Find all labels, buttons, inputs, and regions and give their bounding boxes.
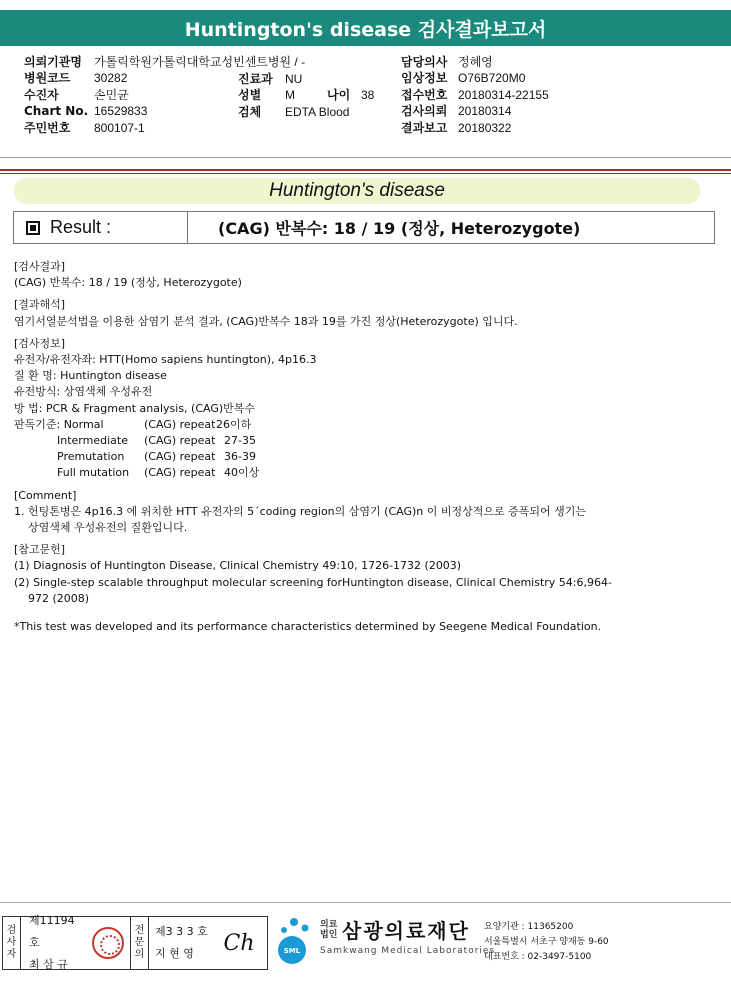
info-row <box>401 70 549 86</box>
section-line: (CAG) 반복수: 18 / 19 (정상, Heterozygote) <box>14 276 242 290</box>
info-value: 정혜영 <box>458 55 493 69</box>
footnote: *This test was developed and its performance characteristics determined by Seegene Medical Foundation. <box>14 620 602 633</box>
info-label: 담당의사 <box>401 55 448 69</box>
section-header: [검사정보] <box>14 336 66 350</box>
sml-logo-icon <box>272 916 317 966</box>
info-value: 800107-1 <box>94 120 145 135</box>
age-label: 나이 <box>327 88 351 103</box>
disease-banner: Huntington's disease <box>14 178 700 204</box>
info-label: 수진자 <box>24 87 59 102</box>
criteria-name: Intermediate <box>57 434 128 448</box>
org-address-line: 요양기관 : 11365200 <box>484 922 574 932</box>
specialist-name: 지 현 영 <box>155 947 194 960</box>
info-value: 30282 <box>94 71 128 86</box>
info-row <box>238 87 374 103</box>
info-label: 진료과 <box>238 71 273 86</box>
section-header: [참고문헌] <box>14 543 66 557</box>
vertical-char: 문 <box>134 937 145 948</box>
info-row <box>401 87 549 103</box>
section-line: 972 (2008) <box>28 591 90 605</box>
section-line: 유전자/유전자좌: HTT(Homo sapiens huntington), 4p16.3 <box>14 353 317 367</box>
criteria-range: 26이하 <box>216 417 252 431</box>
result-value: (CAG) 반복수: 18 / 19 (정상, Heterozygote) <box>218 219 581 238</box>
info-row <box>401 103 549 119</box>
vertical-char: 의 <box>134 949 145 960</box>
section-line: 상염색체 우성유전의 질환입니다. <box>28 521 188 535</box>
section-header: [검사결과] <box>14 260 66 273</box>
vertical-char: 전 <box>134 925 145 936</box>
org-type-line: 의료 <box>320 920 338 930</box>
signature-box <box>2 916 268 970</box>
divider <box>0 157 731 158</box>
handwritten-signature: Ch <box>223 930 255 956</box>
vertical-char: 검 <box>6 925 17 936</box>
criteria-row <box>14 417 714 433</box>
info-label: 주민번호 <box>24 120 71 135</box>
criteria-repeat: (CAG) repeat <box>144 434 216 448</box>
section-line: 질 환 명: Huntington disease <box>14 369 167 383</box>
criteria-row <box>14 433 714 449</box>
info-label: Chart No. <box>24 104 89 119</box>
seal-stamp-icon <box>85 917 131 969</box>
info-value: M <box>285 88 295 103</box>
criteria-range: 36-39 <box>224 450 256 464</box>
org-name: 삼광의료재단 <box>342 919 470 943</box>
logo-text: SML <box>283 947 301 955</box>
info-value: 20180314-22155 <box>458 87 549 102</box>
result-label: Result : <box>50 217 112 237</box>
criteria-repeat: (CAG) repeat <box>144 450 216 464</box>
info-label: 결과보고 <box>401 120 448 135</box>
info-value: O76B720M0 <box>458 71 526 86</box>
inspector-name: 최 삼 규 <box>29 958 68 971</box>
info-row <box>24 120 294 136</box>
org-address <box>484 920 609 965</box>
inspector-vertical-label <box>3 917 21 969</box>
info-value: 20180314 <box>458 104 512 119</box>
criteria-name: 판독기준: Normal <box>14 417 104 431</box>
info-row <box>238 54 374 70</box>
info-value: 16529833 <box>94 104 148 119</box>
section-line: 방 법: PCR & Fragment analysis, (CAG)반복수 <box>14 401 256 415</box>
info-label: 병원코드 <box>24 71 71 86</box>
specialist-vertical-label <box>131 917 149 969</box>
info-label: 성별 <box>238 88 262 103</box>
specialist-number: 제3 3 3 호 <box>155 925 208 938</box>
section-line: (2) Single-step scalable throughput molecular screening forHuntington disease, Clinical Chemistry 54:6,964- <box>14 575 612 589</box>
criteria-name: Full mutation <box>57 466 130 480</box>
info-value: NU <box>285 71 303 86</box>
info-value: 손민균 <box>94 87 129 102</box>
info-row <box>238 104 374 120</box>
info-value: EDTA Blood <box>285 104 350 119</box>
age-value: 38 <box>361 88 375 103</box>
divider <box>0 169 731 171</box>
report-body <box>14 259 714 607</box>
criteria-row <box>14 465 714 481</box>
org-type-line: 법인 <box>320 930 338 940</box>
section-line: 유전방식: 상염색체 우성유전 <box>14 385 153 399</box>
criteria-repeat: (CAG) repeat <box>144 466 216 480</box>
section-interpretation <box>14 297 714 329</box>
section-references <box>14 542 714 607</box>
section-header: [Comment] <box>14 488 77 502</box>
vertical-char: 사 <box>6 937 17 948</box>
info-label: 의뢰기관명 <box>24 55 82 69</box>
info-row <box>401 54 549 70</box>
specialist-cell <box>149 917 211 969</box>
info-row <box>238 71 374 87</box>
section-header: [결과해석] <box>14 298 66 312</box>
info-label: 검체 <box>238 104 262 119</box>
org-type-label <box>320 920 337 940</box>
divider <box>0 902 731 903</box>
inspector-number: 제11194호 <box>29 914 75 949</box>
info-value: 20180322 <box>458 120 512 135</box>
info-label: 임상정보 <box>401 71 448 86</box>
info-row <box>401 120 549 136</box>
result-label-cell <box>14 212 188 243</box>
criteria-range: 40이상 <box>224 466 260 480</box>
org-english-name: Samkwang Medical Laboratories <box>320 946 496 956</box>
criteria-repeat: (CAG) repeat <box>144 417 216 431</box>
section-result <box>14 259 714 291</box>
vertical-char: 자 <box>6 949 17 960</box>
info-label: 검사의뢰 <box>401 104 448 119</box>
result-box <box>13 211 715 244</box>
section-line: 1. 헌팅톤병은 4p16.3 에 위치한 HTT 유전자의 5´coding region의 삼염기 (CAG)n 이 비정상적으로 증폭되어 생기는 <box>14 504 586 518</box>
seal-inner <box>92 927 124 959</box>
divider <box>0 173 731 174</box>
section-comment <box>14 488 714 537</box>
org-address-line: 대표번호 : 02-3497-5100 <box>484 952 592 962</box>
criteria-row <box>14 449 714 465</box>
criteria-name: Premutation <box>57 450 125 464</box>
section-test-info <box>14 336 714 482</box>
report-title: Huntington's disease 검사결과보고서 <box>0 10 731 46</box>
info-value: 가톨릭학원가톨릭대학교성빈센트병원 / - <box>94 55 306 69</box>
patient-info-col2 <box>238 54 374 120</box>
info-label: 접수번호 <box>401 87 448 102</box>
section-line: 염기서열분석법을 이용한 삼염기 분석 결과, (CAG)반복수 18과 19를 가진 정상(Heterozygote) 입니다. <box>14 314 518 328</box>
section-line: (1) Diagnosis of Huntington Disease, Clinical Chemistry 49:10, 1726-1732 (2003) <box>14 559 462 573</box>
patient-info-col3 <box>401 54 549 136</box>
criteria-range: 27-35 <box>224 434 256 448</box>
org-address-line: 서울특별시 서초구 양재동 9-60 <box>484 937 609 947</box>
square-bullet-icon <box>26 221 40 235</box>
inspector-cell <box>21 914 85 971</box>
